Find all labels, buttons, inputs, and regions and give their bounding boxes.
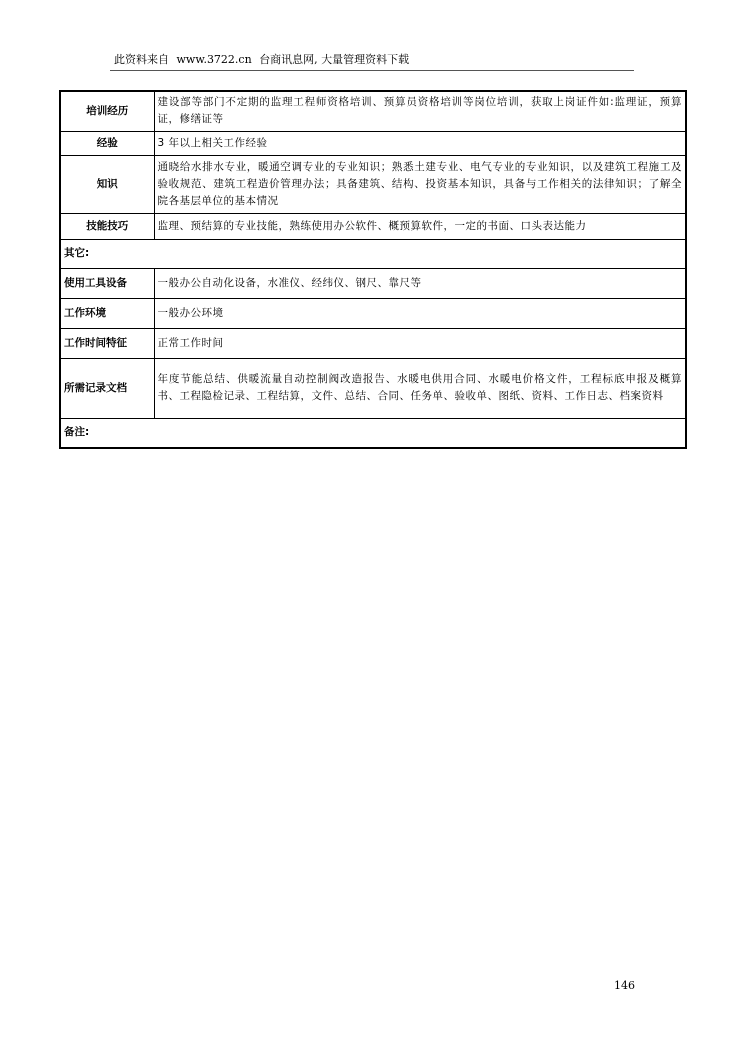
worktime-value: 正常工作时间 — [154, 328, 686, 358]
row-tools — [60, 268, 686, 298]
environment-label: 工作环境 — [60, 298, 154, 328]
experience-value: 3 年以上相关工作经验 — [154, 131, 686, 155]
header-prefix: 此资料来自 — [114, 53, 169, 66]
page-header — [110, 52, 634, 71]
tools-value: 一般办公自动化设备，水准仪、经纬仪、钢尺、靠尺等 — [154, 268, 686, 298]
skills-label: 技能技巧 — [60, 213, 154, 239]
documents-label: 所需记录文档 — [60, 358, 154, 418]
experience-label: 经验 — [60, 131, 154, 155]
page-number: 146 — [614, 979, 635, 992]
row-skills — [60, 213, 686, 239]
knowledge-label: 知识 — [60, 155, 154, 213]
row-worktime — [60, 328, 686, 358]
row-knowledge — [60, 155, 686, 213]
row-environment — [60, 298, 686, 328]
row-other — [60, 239, 686, 268]
tools-label: 使用工具设备 — [60, 268, 154, 298]
header-url: www.3722.cn — [176, 53, 252, 66]
row-remarks — [60, 418, 686, 448]
environment-value: 一般办公环境 — [154, 298, 686, 328]
remarks-section-label: 备注: — [60, 418, 686, 448]
other-section-label: 其它: — [60, 239, 686, 268]
worktime-label: 工作时间特征 — [60, 328, 154, 358]
job-description-table — [59, 90, 687, 449]
header-suffix: 台商讯息网, 大量管理资料下载 — [259, 53, 410, 66]
training-label: 培训经历 — [60, 91, 154, 131]
row-training — [60, 91, 686, 131]
row-documents — [60, 358, 686, 418]
row-experience — [60, 131, 686, 155]
training-value: 建设部等部门不定期的监理工程师资格培训、预算员资格培训等岗位培训，获取上岗证件如:监理证，预算证，修缮证等 — [154, 91, 686, 131]
skills-value: 监理、预结算的专业技能，熟练使用办公软件、概预算软件，一定的书面、口头表达能力 — [154, 213, 686, 239]
knowledge-value: 通晓给水排水专业，暖通空调专业的专业知识；熟悉土建专业、电气专业的专业知识，以及建筑工程施工及验收规范、建筑工程造价管理办法；具备建筑、结构、投资基本知识，具备与工作相关的法律知识；了解全院各基层单位的基本情况 — [154, 155, 686, 213]
documents-value: 年度节能总结、供暖流量自动控制阀改造报告、水暖电供用合同、水暖电价格文件，工程标底申报及概算书、工程隐检记录、工程结算，文件、总结、合同、任务单、验收单、图纸、资料、工作日志、档案资料 — [154, 358, 686, 418]
